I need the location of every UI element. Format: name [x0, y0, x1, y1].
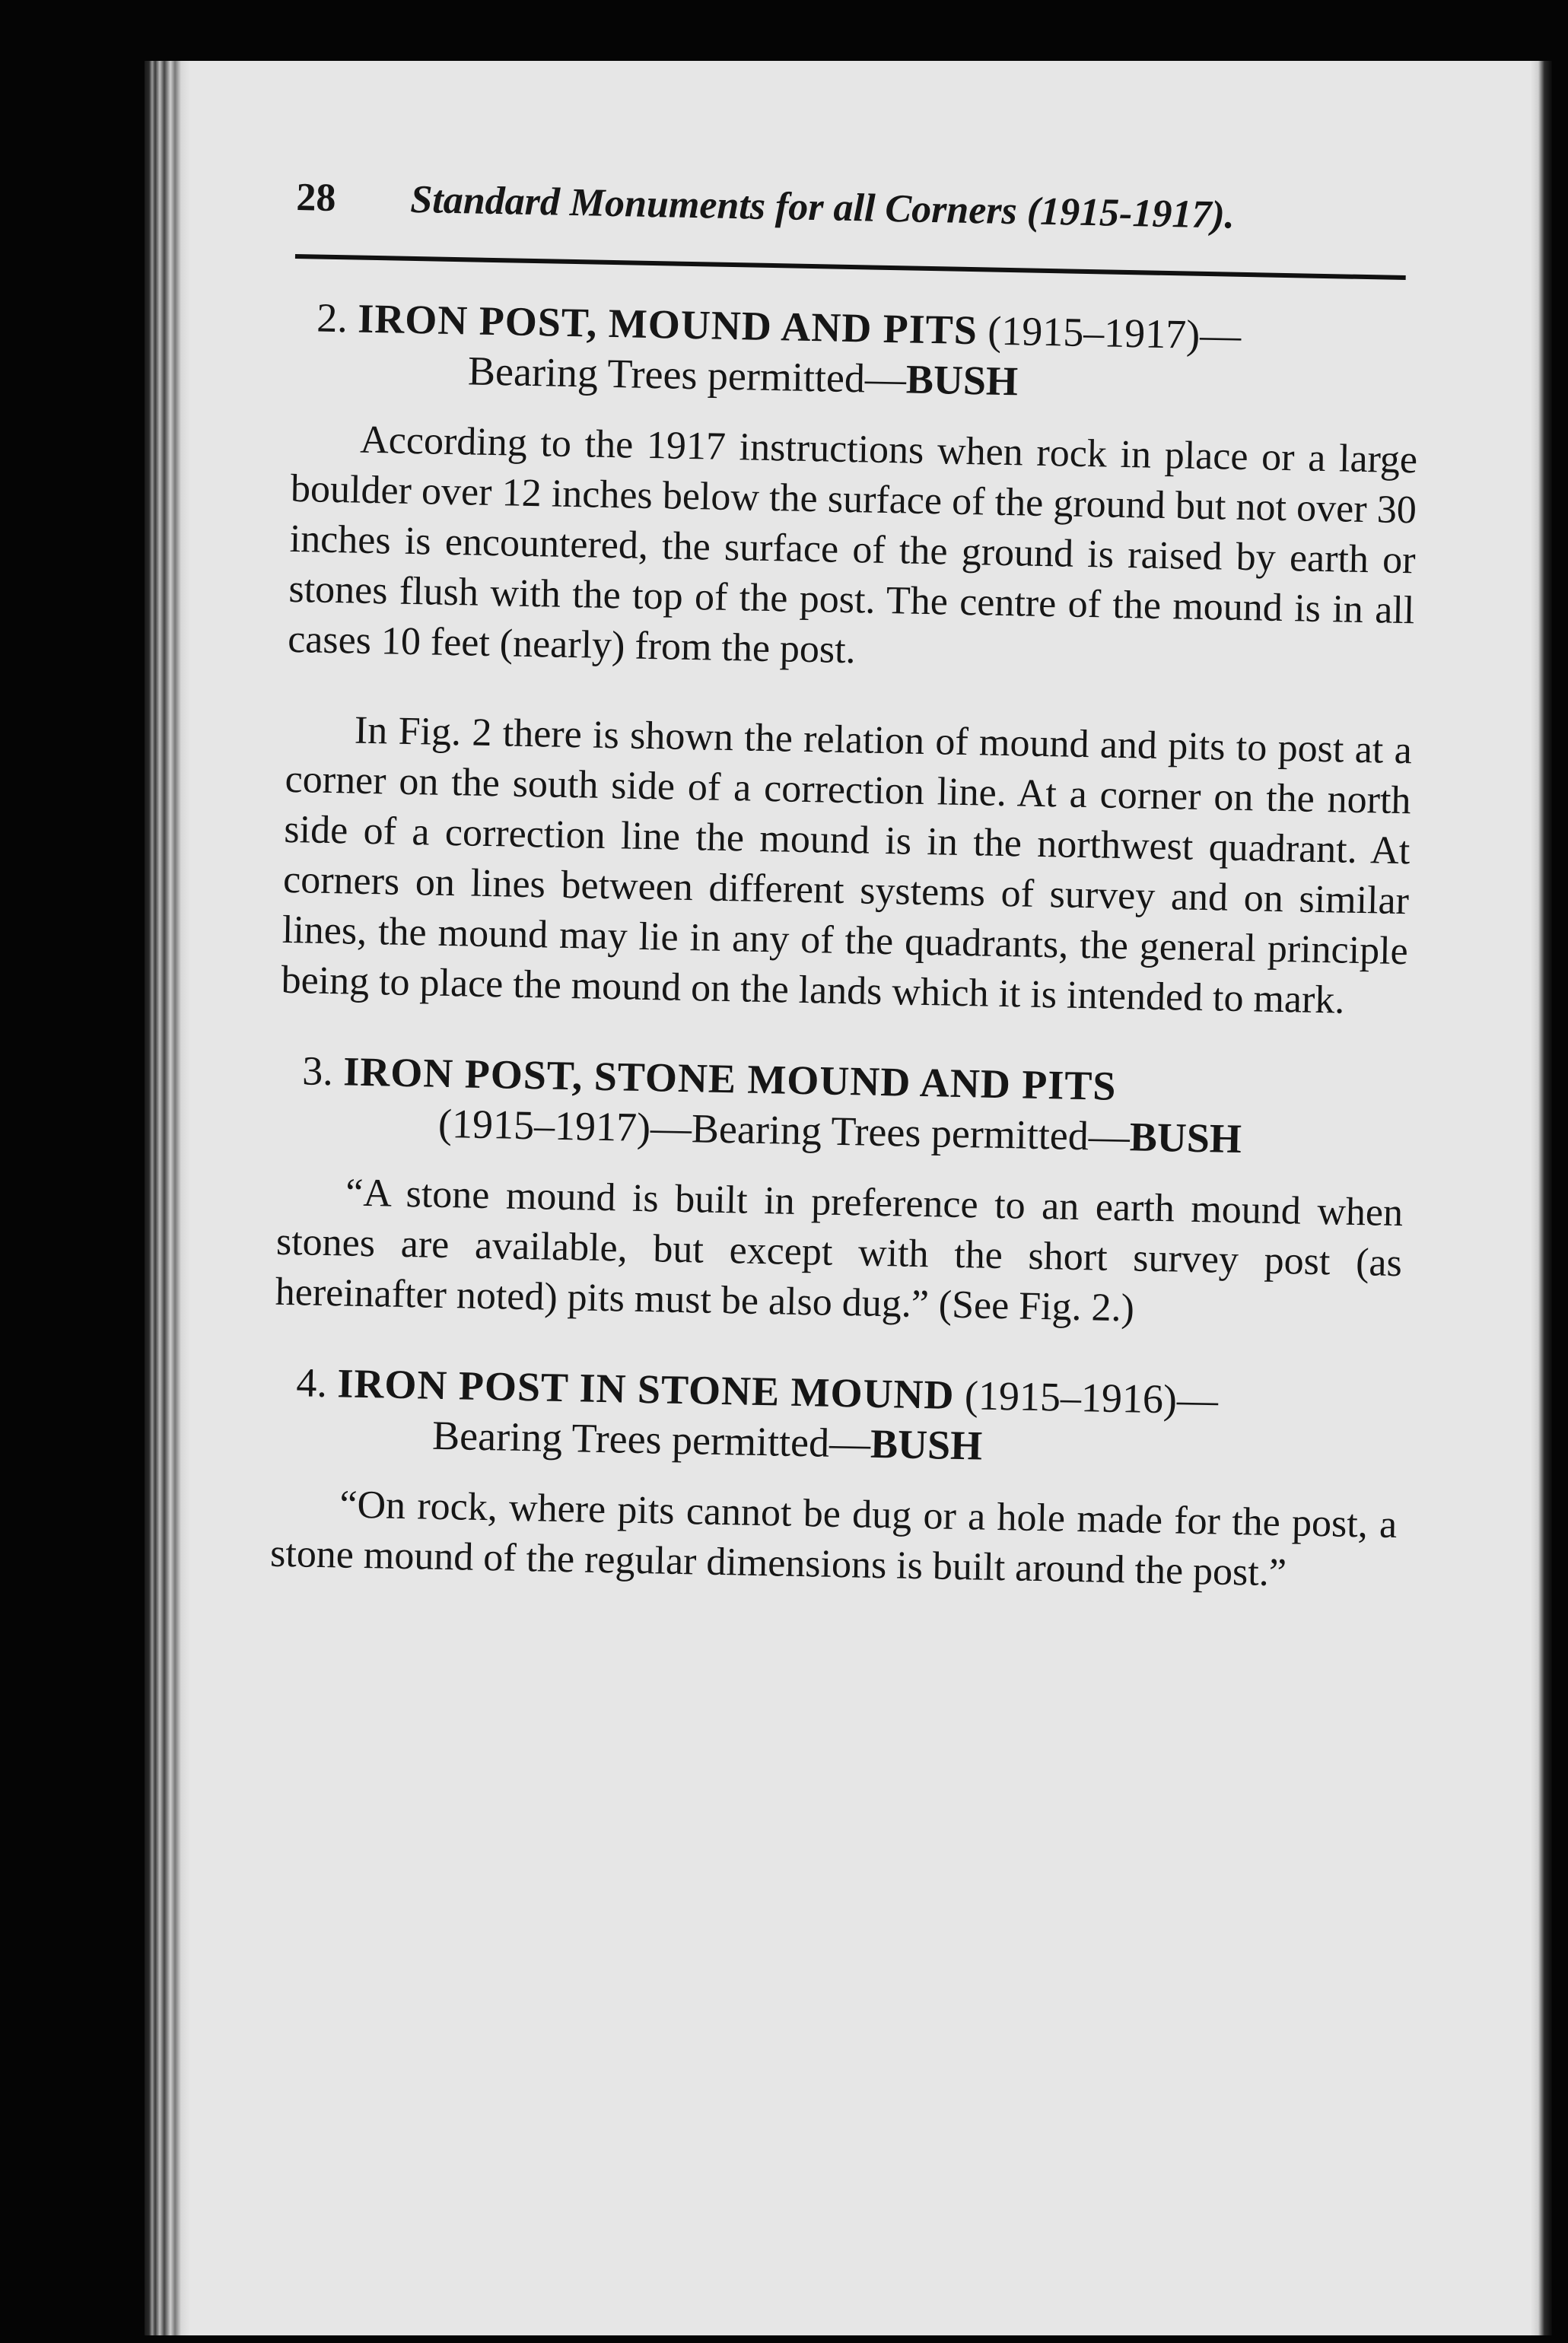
bush-label: BUSH	[1129, 1114, 1242, 1162]
page-content	[269, 175, 1423, 1640]
paragraph: “On rock, where pits cannot be dug or a hole made for the post, a stone mound of the regular dimensions is built around the post.”	[269, 1483, 1398, 1595]
section-number: 4.	[295, 1359, 328, 1407]
paragraph: “A stone mound is built in preference to an earth mound when stones are available, but except with the short survey post (as hereinafter noted) pits must be also dug.” (See Fig. 2.)	[275, 1171, 1404, 1330]
bearing-trees-text: Bearing Trees permitted—	[691, 1105, 1131, 1160]
running-head	[295, 175, 1422, 257]
section-3	[275, 1045, 1406, 1339]
header-rule	[295, 254, 1406, 280]
section-number: 3.	[301, 1048, 334, 1095]
running-title: Standard Monuments for all Corners (1915-1917).	[409, 177, 1236, 237]
section-4	[270, 1357, 1400, 1601]
bearing-trees-text: Bearing Trees permitted—	[431, 1412, 871, 1467]
page-number: 28	[295, 175, 336, 220]
section-title: IRON POST, STONE MOUND AND PITS	[342, 1048, 1117, 1109]
book-spine-edge	[145, 61, 190, 2335]
bush-label: BUSH	[905, 356, 1019, 405]
section-number: 2.	[316, 294, 348, 342]
bush-label: BUSH	[870, 1420, 983, 1469]
section-title: IRON POST IN STONE MOUND	[336, 1360, 956, 1418]
page-right-edge	[1531, 61, 1552, 2335]
section-title: IRON POST, MOUND AND PITS	[357, 295, 978, 354]
book-page	[145, 61, 1552, 2335]
section-years: (1915–1916)—	[964, 1372, 1219, 1423]
section-2	[281, 292, 1420, 1027]
paragraph: According to the 1917 instructions when rock in place or a large boulder over 12 inches below the surface of the ground but not over 30 inches is encountered, the surface of the ground is raised by earth or stones flush with the top of the post. The centre of the mound is in all cases 10 feet (nearly) from the post.	[287, 418, 1418, 672]
section-years: (1915–1917)—	[987, 307, 1242, 358]
paragraph: In Fig. 2 there is shown the relation of mound and pits to post at a corner on the south side of a correction line. At a corner on the north side of a correction line the mound is in the northwest quadrant. At corners on lines between different systems of survey and on similar lines, the mound may lie in any of the quadrants, the general principle being to place the mound on the lands which it is intended to mark.	[281, 708, 1413, 1022]
section-years: (1915–1917)—	[437, 1100, 692, 1152]
bearing-trees-text: Bearing Trees permitted—	[467, 348, 907, 402]
